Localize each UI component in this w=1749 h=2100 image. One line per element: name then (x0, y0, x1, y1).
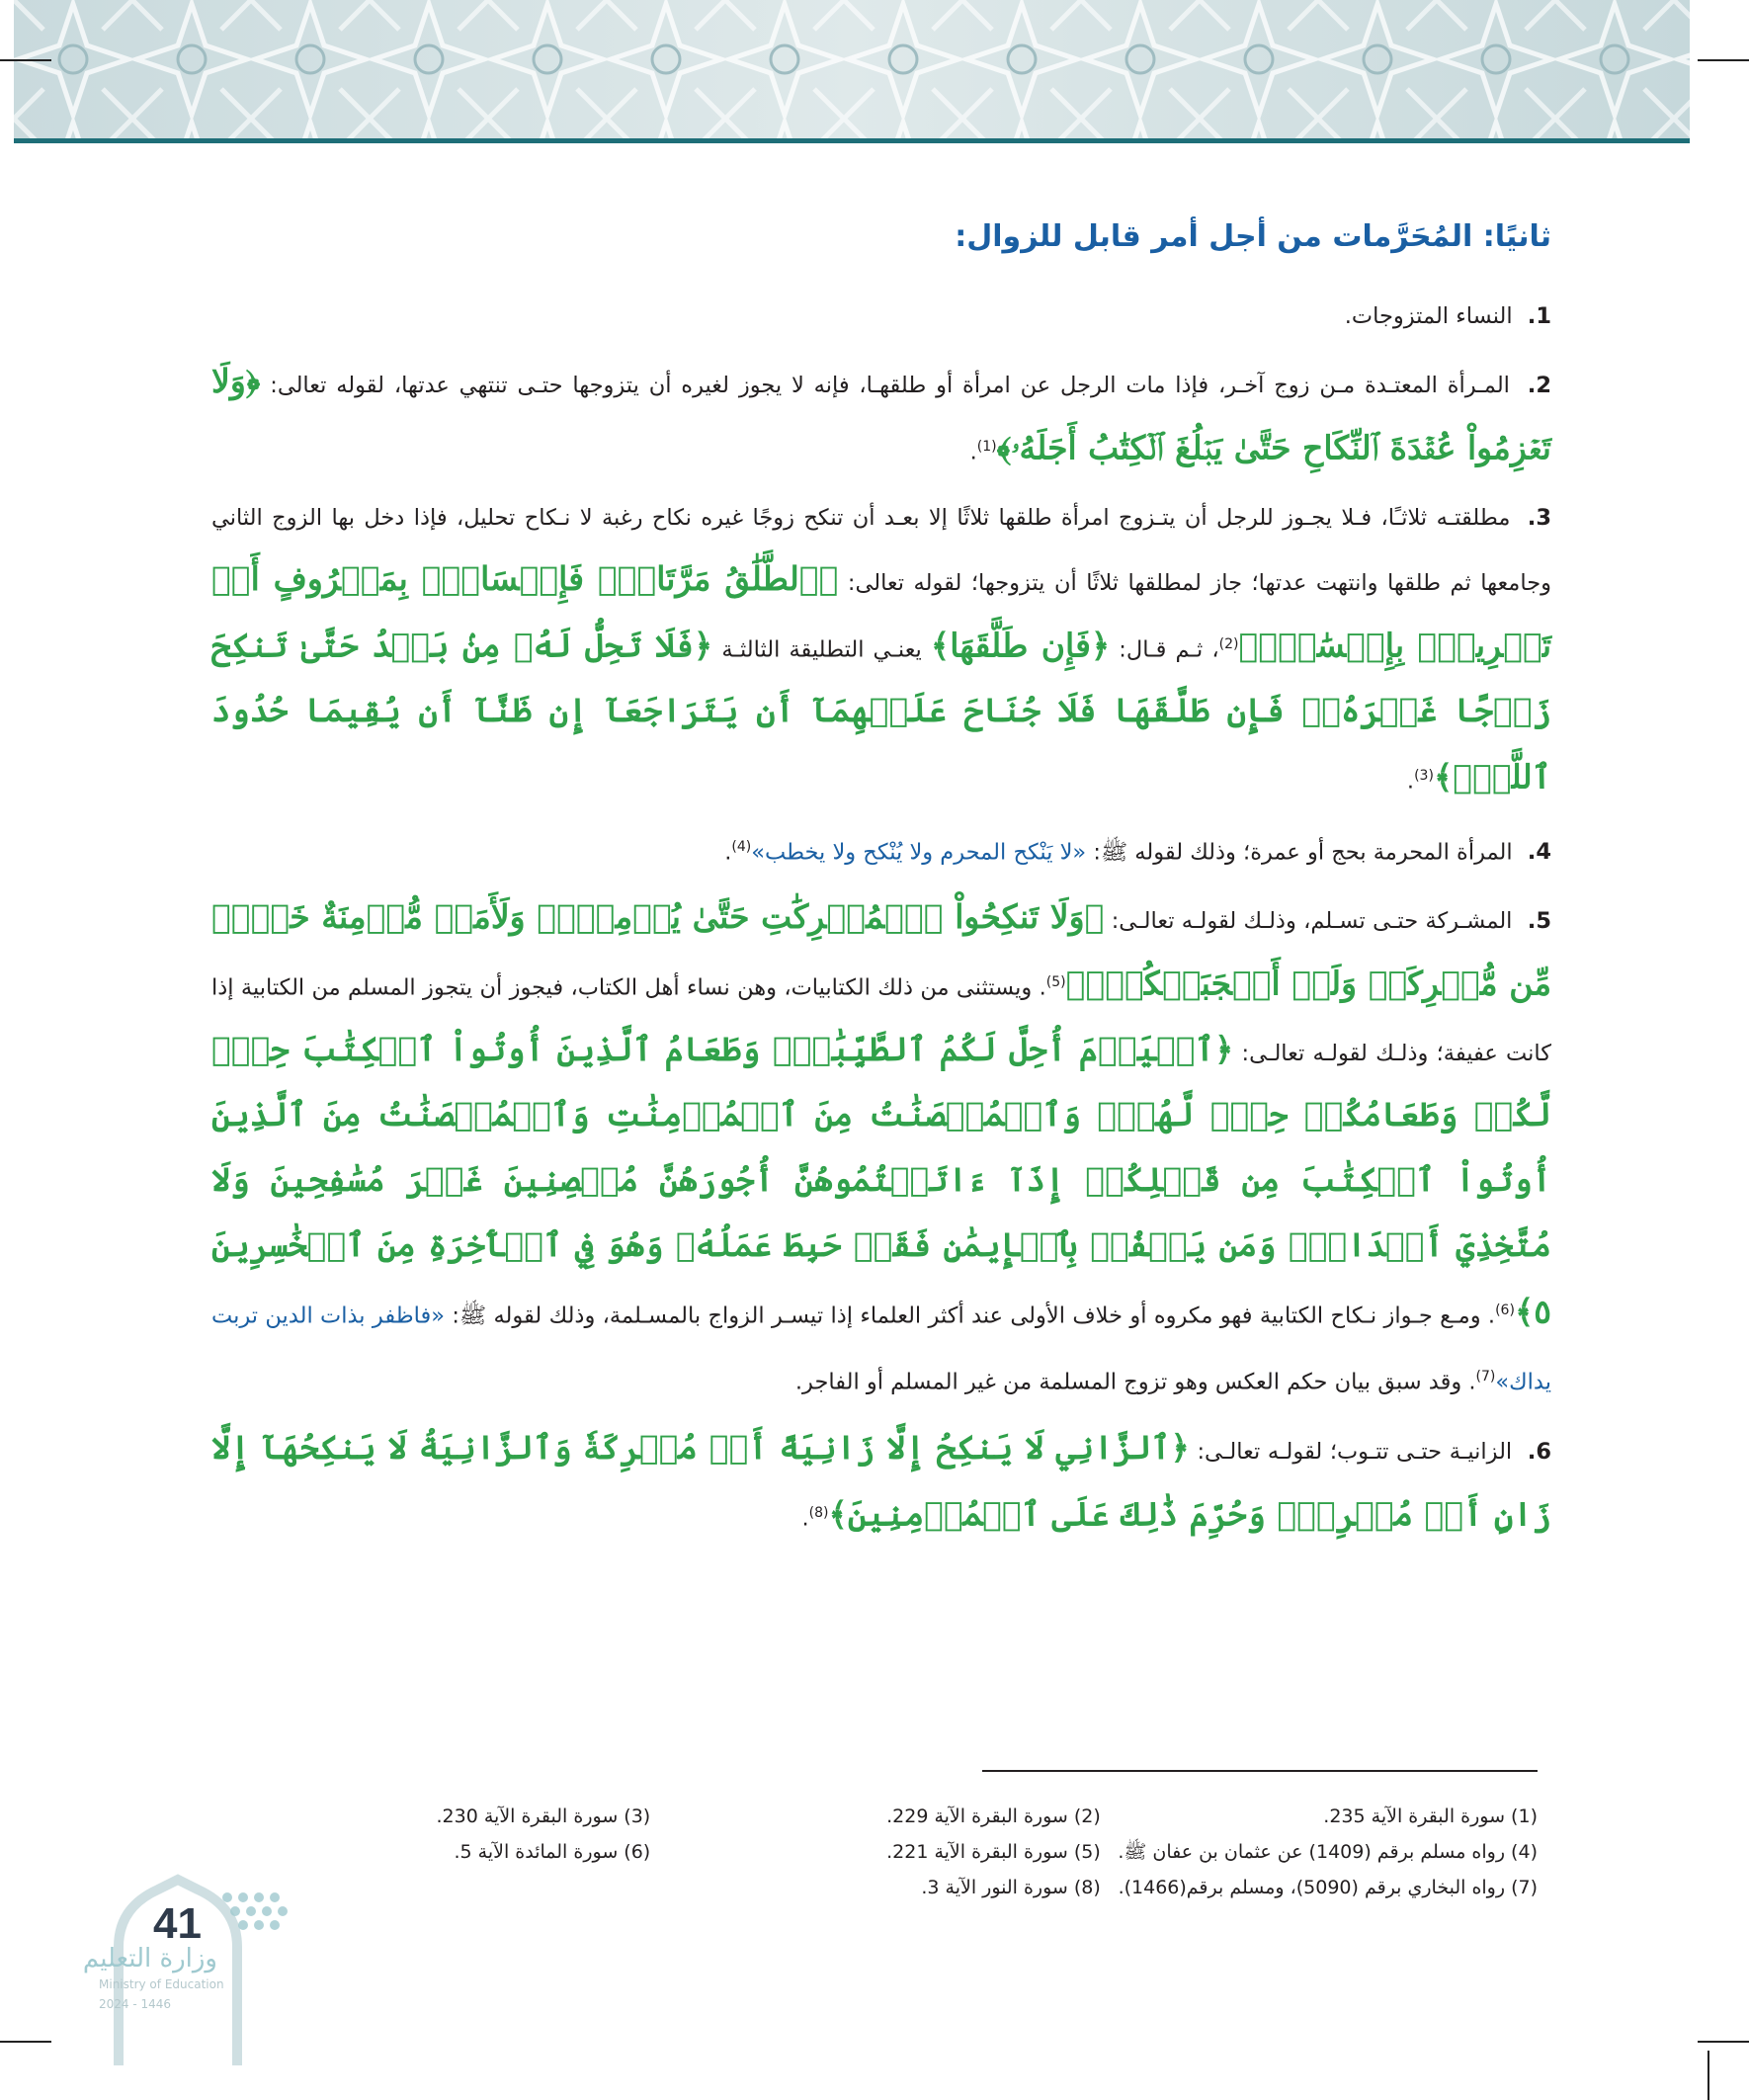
hadith-quote: «فاظفر بذات الدين تربت يداك» (211, 1302, 1551, 1395)
punctuation: . (1406, 768, 1415, 795)
svg-text:Ministry of Education: Ministry of Education (99, 1977, 224, 1991)
crop-mark (1698, 59, 1749, 61)
footnotes (213, 1799, 1538, 1905)
item-number: 2. (1527, 373, 1551, 398)
quran-verse: ﴿وَلَا تَنكِحُواْ ٱلۡمُشۡرِكَٰتِ حَتَّىٰ يُؤۡمِنَّۚ وَلَأَمَةٞ مُّؤۡمِنَةٌ خَيۡرٞ مِّن مُّشۡرِكَةٖ وَلَوۡ أَعۡجَبَتۡكُمۡۗ﴾ (211, 897, 1551, 1003)
item-text: المرأة المحرمة بحج أو عمرة؛ وذلك لقوله ﷺ: (1093, 839, 1513, 865)
item-text: . ومـع جـواز نـكاح الكتابية فهو مكروه أو خلاف الأولى عند أكثر العلماء إذا تيسـر الزواج بالمسـلمة، وذلك لقوله ﷺ: (452, 1302, 1496, 1328)
punctuation: . (724, 839, 732, 865)
item-text: . ويستثنى من ذلك الكتابيات، وهن نساء أهل الكتاب، فيجوز أن يتجوز المسلم من الكتابية إذا كانت عفيفة؛ وذلـك لقولـه تعالـى: (211, 974, 1551, 1066)
hadith-quote: «لا يَنْكح المحرم ولا يُنْكح ولا يخطب» (751, 839, 1087, 865)
ministry-logo (79, 1868, 306, 2065)
footnote-ref: (1) (976, 439, 997, 455)
main-content (211, 217, 1551, 1553)
footnote-ref: (5) (1045, 974, 1066, 990)
svg-text:وزارة التعليم: وزارة التعليم (82, 1944, 217, 1974)
header-banner (14, 0, 1690, 143)
item-number: 4. (1527, 839, 1551, 865)
page-number: 41 (153, 1899, 202, 1948)
item-text: المشـركة حتـى تسـلم، وذلـك لقولـه تعالـى: (1111, 908, 1513, 934)
item-number: 6. (1527, 1438, 1552, 1465)
crop-mark (0, 59, 51, 61)
item-text: الزانيـة حتـى تتـوب؛ لقولـه تعالـى: (1197, 1438, 1513, 1465)
crop-mark (1707, 2051, 1709, 2100)
item-number: 3. (1527, 504, 1551, 531)
footnote: (3) سورة البقرة الآية 230. (436, 1806, 651, 1827)
footnote: (2) سورة البقرة الآية 229. (886, 1806, 1101, 1827)
item-text: المـرأة المعتـدة مـن زوج آخـر، فإذا مات الرجل عن امرأة أو طلقهـا، فإنه لا يجوز لغيره أن يتزوجها حتـى تنتهي عدتها، لقوله تعالى: (270, 373, 1510, 398)
footnote-ref: (4) (731, 838, 752, 855)
footnote: (5) سورة البقرة الآية 221. (886, 1841, 1101, 1863)
list-item-4 (211, 816, 1551, 883)
list-item-3 (211, 487, 1551, 812)
footnote: (6) سورة المائدة الآية 5. (454, 1841, 651, 1863)
footnote-ref: (6) (1495, 1302, 1515, 1318)
item-number: 1. (1527, 303, 1551, 329)
list-item-5 (211, 886, 1551, 1413)
crop-mark (1698, 2041, 1749, 2043)
quran-verse: ﴿فَإِن طَلَّقَهَا﴾ (930, 626, 1111, 664)
quran-verse: ﴿فَلَا تَحِلُّ لَهُۥ مِنۢ بَعۡدُ حَتَّىٰ تَنكِحَ زَوۡجًا غَيۡرَهُۥۗ فَإِن طَلَّقَهَا فَلَا جُنَاحَ عَلَيۡهِمَآ أَن يَتَرَاجَعَآ إِن ظَنَّآ أَن يُقِيمَا حُدُودَ ٱللَّهِۗ﴾ (211, 626, 1551, 797)
footnote-ref: (8) (808, 1504, 829, 1521)
item-text: يعنـي التطليقة الثالثـة (721, 636, 922, 662)
item-text: ، ثـم قـال: (1119, 636, 1219, 662)
footnote-ref: (2) (1218, 635, 1239, 652)
list-item-2 (211, 351, 1551, 483)
svg-text:2024 - 1446: 2024 - 1446 (99, 1997, 172, 2011)
crop-mark (0, 2041, 51, 2043)
item-number: 5. (1527, 908, 1551, 934)
footnote: (7) رواه البخاري برقم (5090)، ومسلم برقم(1466). (1118, 1877, 1538, 1898)
footnote-divider (982, 1770, 1538, 1772)
item-text: مطلقتـه ثلاثـًا، فـلا يجـوز للرجل أن يتـزوج امرأة طلقها ثلاثًا إلا بعـد أن تنكح زوجًا غيره نكاح رغبة لا نـكاح تحليل، فإذا دخل بها الزوج الثاني وجامعها ثم طلقها وانتهت عدتها؛ جاز لمطلقها ثلاثًا أن يتزوجها؛ لقوله تعالى: (211, 504, 1551, 596)
footnote-ref: (7) (1475, 1369, 1496, 1385)
banner-edge (14, 138, 1690, 143)
list-item-1 (211, 286, 1551, 347)
punctuation: . (801, 1505, 809, 1531)
item-text: النساء المتزوجات. (1344, 303, 1513, 329)
quran-verse: ﴿ٱلزَّانِي لَا يَنكِحُ إِلَّا زَانِيَةً أَوۡ مُشۡرِكَةٗ وَٱلزَّانِيَةُ لَا يَنكِحُهَآ إِلَّا زَانٍ أَوۡ مُشۡرِكٞۚ وَحُرِّمَ ذَٰلِكَ عَلَى ٱلۡمُؤۡمِنِينَ﴾ (211, 1427, 1551, 1533)
section-title: ثانيًا: المُحَرَّمات من أجل أمر قابل للزوال: (955, 219, 1551, 254)
footnote: (1) سورة البقرة الآية 235. (1323, 1806, 1538, 1827)
footnote: (4) رواه مسلم برقم (1409) عن عثمان بن عفان ﷺ. (1118, 1841, 1538, 1863)
footnote: (8) سورة النور الآية 3. (921, 1877, 1101, 1898)
quran-verse: ﴿وَلَا تَعۡزِمُواْ عُقۡدَةَ ٱلنِّكَاحِ حَتَّىٰ يَبۡلُغَ ٱلۡكِتَٰبُ أَجَلَهُۥ﴾ (211, 362, 1551, 467)
list-item-6 (211, 1417, 1551, 1550)
item-text: . وقد سبق بيان حكم العكس وهو تزوج المسلمة من غير المسلم أو الفاجر. (794, 1369, 1476, 1395)
quran-verse: ﴿ٱلطَّلَٰقُ مَرَّتَانِۖ فَإِمۡسَاكُۢ بِمَعۡرُوفٍ أَوۡ تَسۡرِيحُۢ بِإِحۡسَٰنٖۗ﴾ (211, 558, 1551, 664)
geometric-pattern (14, 0, 1690, 138)
quran-verse: ﴿ٱلۡيَوۡمَ أُحِلَّ لَكُمُ ٱلطَّيِّبَٰتُۖ وَطَعَامُ ٱلَّذِينَ أُوتُواْ ٱلۡكِتَٰبَ حِلّٞ لَّكُمۡ وَطَعَامُكُمۡ حِلّٞ لَّهُمۡۖ وَٱلۡمُحۡصَنَٰتُ مِنَ ٱلۡمُؤۡمِنَٰتِ وَٱلۡمُحۡصَنَٰتُ مِنَ ٱلَّذِينَ أُوتُواْ ٱلۡكِتَٰبَ مِن قَبۡلِكُمۡ إِذَآ ءَاتَيۡتُمُوهُنَّ أُجُورَهُنَّ مُحۡصِنِينَ غَيۡرَ مُسَٰفِحِينَ وَلَا مُتَّخِذِيٓ أَخۡدَانٖۗ وَمَن يَكۡفُرۡ بِٱلۡإِيمَٰنِ فَقَدۡ حَبِطَ عَمَلُهُۥ وَهُوَ فِي ٱلۡأٓخِرَةِ مِنَ ٱلۡخَٰسِرِينَ ٥﴾ (211, 1029, 1552, 1330)
punctuation: . (969, 439, 977, 465)
footnote-ref: (3) (1414, 768, 1434, 784)
